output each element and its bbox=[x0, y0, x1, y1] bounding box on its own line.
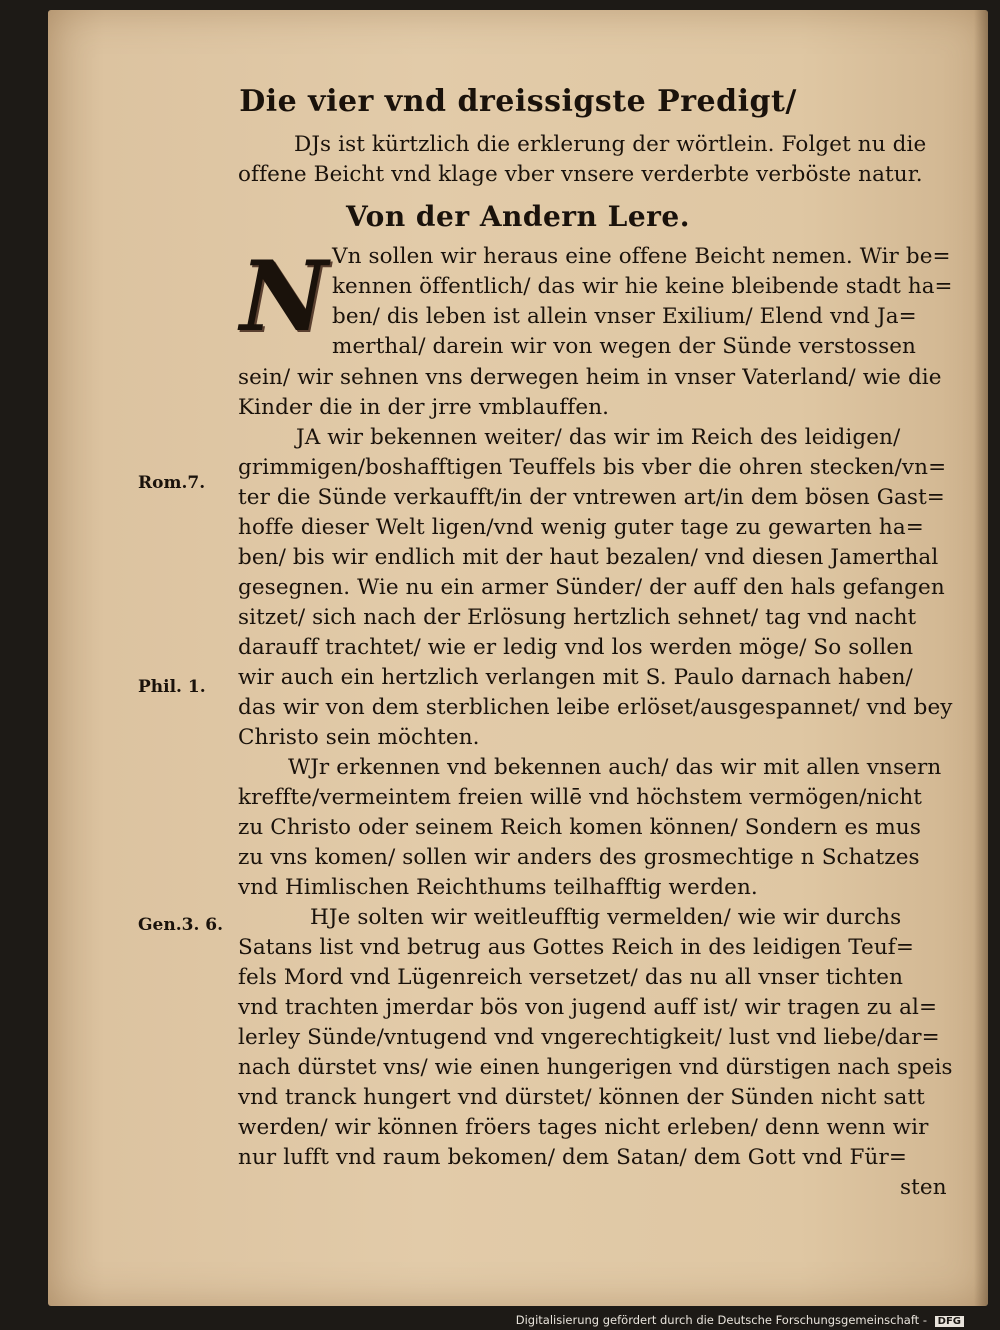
text-line: HJe solten wir weitleufftig vermelden/ wie wir durchs bbox=[310, 905, 902, 930]
text-line: WJr erkennen vnd bekennen auch/ das wir mit allen vnsern bbox=[288, 755, 942, 780]
text-line: Kinder die in der jrre vmblauffen. bbox=[238, 395, 610, 420]
text-line: zu Christo oder seinem Reich komen können/ Sondern es mus bbox=[238, 815, 921, 840]
intro-line: DJs ist kürtzlich die erklerung der wörtlein. Folget nu die bbox=[294, 132, 927, 157]
text-line: vnd trachten jmerdar bös von jugend auff ist/ wir tragen zu al= bbox=[238, 995, 938, 1020]
digitization-credit bbox=[516, 1313, 964, 1327]
text-line: das wir von dem sterblichen leibe erlöset/ausgespannet/ vnd bey bbox=[238, 695, 953, 720]
book-page bbox=[48, 10, 988, 1306]
credit-text: Digitalisierung gefördert durch die Deutsche Forschungsgemeinschaft - bbox=[515, 1313, 927, 1327]
text-line: ben/ bis wir endlich mit der haut bezalen/ vnd diesen Jamerthal bbox=[238, 545, 939, 570]
drop-initial: N bbox=[240, 240, 328, 353]
text-line: ter die Sünde verkaufft/in der vntrewen art/in dem bösen Gast= bbox=[238, 485, 945, 510]
text-line: JA wir bekennen weiter/ das wir im Reich des leidigen/ bbox=[296, 425, 901, 450]
text-line: vnd Himlischen Reichthums teilhafftig werden. bbox=[238, 875, 758, 900]
text-line: werden/ wir können fröers tages nicht erleben/ denn wenn wir bbox=[238, 1115, 929, 1140]
text-line: Christo sein möchten. bbox=[238, 725, 480, 750]
text-line: ben/ dis leben ist allein vnser Exilium/ Elend vnd Ja= bbox=[332, 304, 917, 329]
section-subheading: Von der Andern Lere. bbox=[346, 200, 690, 233]
text-line: lerley Sünde/vntugend vnd vngerechtigkeit/ lust vnd liebe/dar= bbox=[238, 1025, 940, 1050]
text-line: hoffe dieser Welt ligen/vnd wenig guter tage zu gewarten ha= bbox=[238, 515, 924, 540]
text-line: grimmigen/boshafftigen Teuffels bis vber die ohren stecken/vn= bbox=[238, 455, 947, 480]
text-line: Vn sollen wir heraus eine offene Beicht nemen. Wir be= bbox=[332, 244, 951, 269]
intro-line: offene Beicht vnd klage vber vnsere verderbte verböste natur. bbox=[238, 162, 923, 187]
text-line: darauff trachtet/ wie er ledig vnd los werden möge/ So sollen bbox=[238, 635, 914, 660]
text-line: sitzet/ sich nach der Erlösung hertzlich sehnet/ tag vnd nacht bbox=[238, 605, 917, 630]
text-line: Satans list vnd betrug aus Gottes Reich in des leidigen Teuf= bbox=[238, 935, 914, 960]
text-line: kreffte/vermeintem freien willē vnd höchstem vermögen/nicht bbox=[238, 785, 923, 810]
text-line: fels Mord vnd Lügenreich versetzet/ das nu all vnser tichten bbox=[238, 965, 904, 990]
text-line: kennen öffentlich/ das wir hie keine bleibende stadt ha= bbox=[332, 274, 953, 299]
text-line: vnd tranck hungert vnd dürstet/ können der Sünden nicht satt bbox=[238, 1085, 925, 1110]
text-line: sein/ wir sehnen vns derwegen heim in vnser Vaterland/ wie die bbox=[238, 365, 942, 390]
catchword: sten bbox=[900, 1175, 947, 1200]
text-line: merthal/ darein wir von wegen der Sünde verstossen bbox=[332, 334, 916, 359]
sermon-heading: Die vier vnd dreissigste Predigt/ bbox=[239, 84, 797, 119]
text-line: nur lufft vnd raum bekomen/ dem Satan/ dem Gott vnd Für= bbox=[238, 1145, 907, 1170]
margin-note: Gen.3. 6. bbox=[138, 915, 224, 935]
text-line: nach dürstet vns/ wie einen hungerigen vnd dürstigen nach speis bbox=[238, 1055, 953, 1080]
text-line: wir auch ein hertzlich verlangen mit S. Paulo darnach haben/ bbox=[238, 665, 913, 690]
text-line: zu vns komen/ sollen wir anders des grosmechtige n Schatzes bbox=[238, 845, 920, 870]
text-line: gesegnen. Wie nu ein armer Sünder/ der auff den hals gefangen bbox=[238, 575, 945, 600]
dfg-logo: DFG bbox=[935, 1316, 964, 1327]
margin-note: Rom.7. bbox=[138, 473, 206, 493]
margin-note: Phil. 1. bbox=[138, 677, 206, 697]
